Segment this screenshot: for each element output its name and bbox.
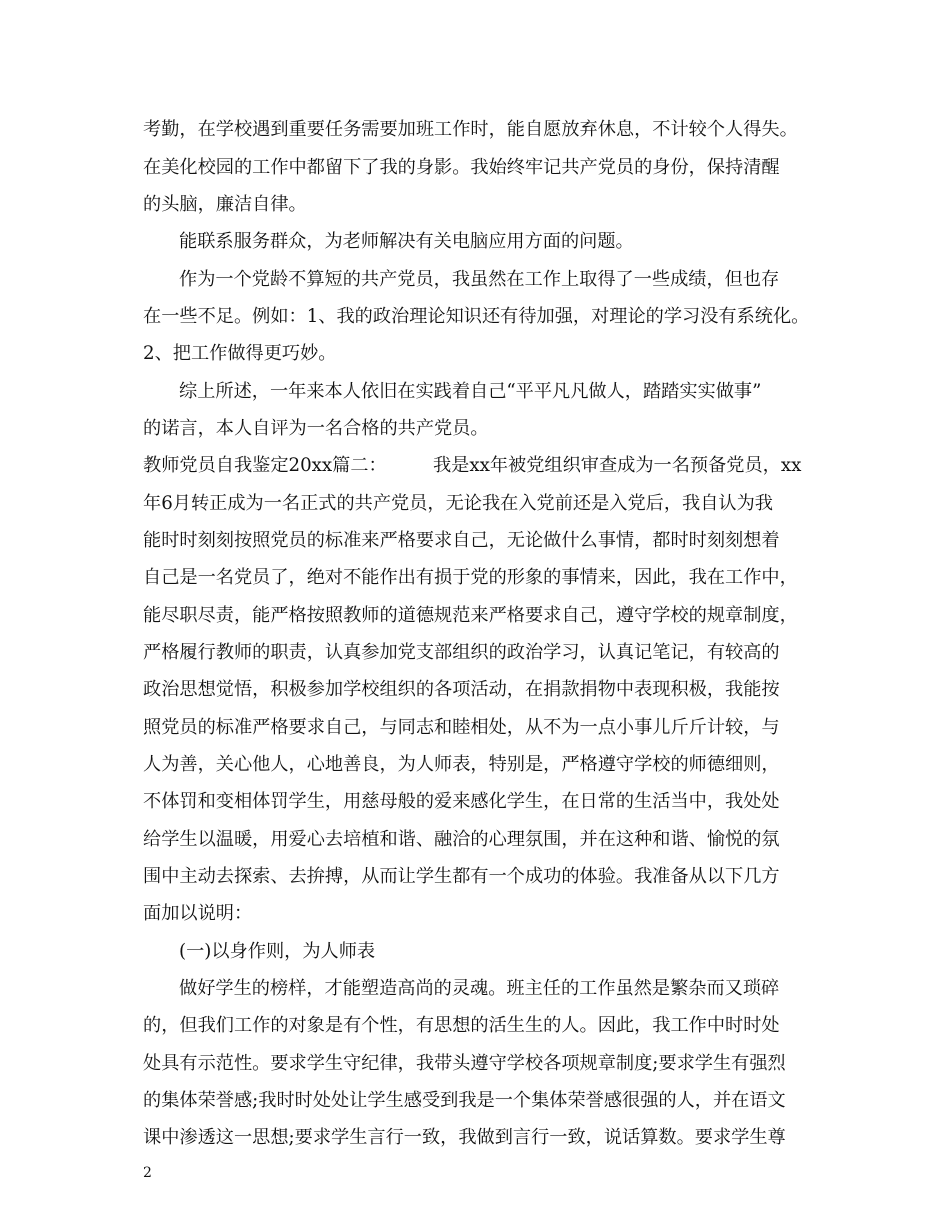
text-line: 做好学生的榜样，才能塑造高尚的灵魂。班主任的工作虽然是繁杂而又琐碎 bbox=[179, 978, 780, 999]
text-line: 政治思想觉悟，积极参加学校组织的各项活动，在捐款捐物中表现积极，我能按 bbox=[143, 679, 780, 700]
text-line: 考勤，在学校遇到重要任务需要加班工作时，能自愿放弃休息，不计较个人得失。 bbox=[143, 119, 798, 140]
text-line: 在美化校园的工作中都留下了我的身影。我始终牢记共产党员的身份，保持清醒 bbox=[143, 157, 780, 178]
text-line: 不体罚和变相体罚学生，用慈母般的爱来感化学生，在日常的生活当中，我处处 bbox=[143, 791, 780, 812]
text-line: 课中渗透这一思想;要求学生言行一致，我做到言行一致，说话算数。要求学生尊 bbox=[143, 1127, 786, 1148]
section-heading-line: 教师党员自我鉴定20xx篇二： 我是xx年被党组织审查成为一名预备党员，xx bbox=[143, 455, 802, 476]
text-line: 的诺言，本人自评为一名合格的共产党员。 bbox=[143, 418, 489, 439]
subheading-line: (一)以身作则，为人师表 bbox=[179, 941, 376, 962]
text-line: 在一些不足。例如：1、我的政治理论知识还有待加强，对理论的学习没有系统化。 bbox=[143, 306, 810, 327]
text-line: 围中主动去探索、去拚搏，从而让学生都有一个成功的体验。我准备从以下几方 bbox=[143, 866, 780, 887]
text-line: 2、把工作做得更巧妙。 bbox=[143, 343, 337, 364]
text-line: 自己是一名党员了，绝对不能作出有损于党的形象的事情来，因此，我在工作中， bbox=[143, 567, 798, 588]
text-line: 的头脑，廉洁自律。 bbox=[143, 194, 307, 215]
text-line: 处具有示范性。要求学生守纪律，我带头遵守学校各项规章制度;要求学生有强烈 bbox=[143, 1053, 786, 1074]
text-line: 人为善，关心他人，心地善良，为人师表，特别是，严格遵守学校的师德细则， bbox=[143, 754, 780, 775]
text-line: 面加以说明： bbox=[143, 903, 253, 924]
text-line: 作为一个党龄不算短的共产党员，我虽然在工作上取得了一些成绩，但也存 bbox=[179, 269, 780, 290]
text-line: 能联系服务群众，为老师解决有关电脑应用方面的问题。 bbox=[179, 231, 634, 252]
text-line: 综上所述，一年来本人依旧在实践着自己“平平凡凡做人，踏踏实实做事” bbox=[179, 381, 762, 402]
text-line: 能尽职尽责，能严格按照教师的道德规范来严格要求自己，遵守学校的规章制度， bbox=[143, 605, 798, 626]
text-line: 的，但我们工作的对象是有个性，有思想的活生生的人。因此，我工作中时时处 bbox=[143, 1015, 780, 1036]
page-number: 2 bbox=[143, 1165, 152, 1181]
text-line: 年6月转正成为一名正式的共产党员，无论我在入党前还是入党后，我自认为我 bbox=[143, 493, 773, 514]
text-line: 照党员的标准严格要求自己，与同志和睦相处，从不为一点小事儿斤斤计较，与 bbox=[143, 717, 780, 738]
text-line: 能时时刻刻按照党员的标准来严格要求自己，无论做什么事情，都时时刻刻想着 bbox=[143, 530, 780, 551]
text-line: 给学生以温暖，用爱心去培植和谐、融洽的心理氛围，并在这种和谐、愉悦的氛 bbox=[143, 829, 780, 850]
text-line: 的集体荣誉感;我时时处处让学生感受到我是一个集体荣誉感很强的人，并在语文 bbox=[143, 1090, 786, 1111]
text-line: 严格履行教师的职责，认真参加党支部组织的政治学习，认真记笔记，有较高的 bbox=[143, 642, 780, 663]
